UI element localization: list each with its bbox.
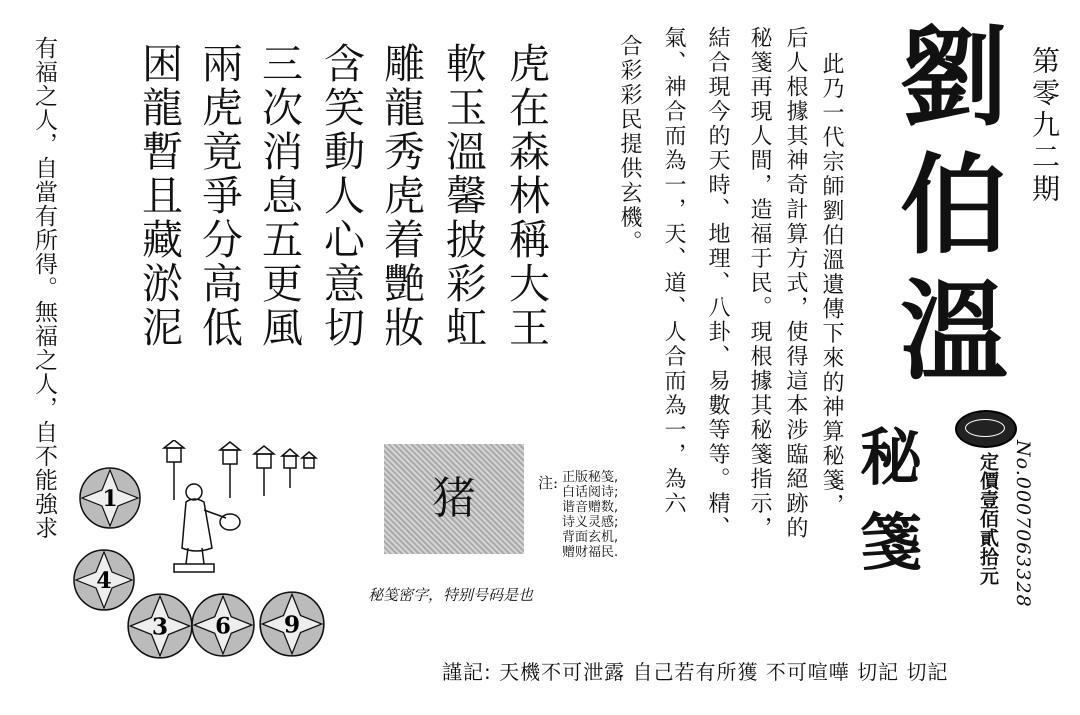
intro-line-3: 秘箋再現人間，造福于民。現根據其秘箋指示， xyxy=(747,26,772,541)
intro-line-6: 合彩彩民提供玄機。 xyxy=(617,34,642,255)
figure-illustration-icon xyxy=(158,440,326,578)
title-char-2: 伯 xyxy=(900,143,1005,269)
price-label: 定價壹佰貳拾元 xyxy=(977,452,999,585)
poem-line-5: 三次消息五更風 xyxy=(255,42,303,350)
mi-char-2: 箋 xyxy=(860,506,923,579)
poem-line-2: 軟玉溫馨披彩虹 xyxy=(439,42,487,350)
footer-warning: 謹記: 天機不可泄露 自己若有所獲 不可喧嘩 切記 切記 xyxy=(442,660,949,684)
title-char-3: 溫 xyxy=(900,269,1005,395)
intro-line-2: 后人根據其神奇計算方式，使得這本涉臨絕跡的 xyxy=(783,26,808,541)
coin-3-icon xyxy=(126,592,194,660)
intro-line-1: 此乃一代宗師劉伯溫遺傳下來的神算秘箋， xyxy=(819,52,844,518)
caption-text: 秘笺密字，特别号码是也 xyxy=(368,586,534,604)
coin-4-label: 4 xyxy=(96,568,112,594)
note-item: 白话阅诗; xyxy=(562,485,619,500)
secret-character-box xyxy=(384,444,524,554)
coin-6-icon xyxy=(190,592,256,658)
secret-character: 猪 xyxy=(432,473,476,524)
note-item: 谐音赠数, xyxy=(562,500,619,515)
title-char-1: 劉 xyxy=(900,15,1005,141)
note-item: 背面玄机, xyxy=(562,530,619,545)
mi-char-1: 秘 xyxy=(860,421,923,494)
coin-1-label: 1 xyxy=(102,486,118,512)
coin-9-icon xyxy=(258,590,326,658)
poem-line-4: 含笑動人心意切 xyxy=(317,42,365,350)
serial-number: No.0007063328 xyxy=(1012,440,1034,608)
coin-1-icon xyxy=(78,466,142,530)
publisher-stamp-icon xyxy=(955,410,1017,448)
poem-line-7: 困龍暫且藏淤泥 xyxy=(135,42,183,350)
note-item: 赠财福民. xyxy=(562,545,619,560)
note-item: 正版秘笺, xyxy=(562,470,619,485)
intro-line-4: 結合現今的天時、地理、八卦、易數等等。精、 xyxy=(705,26,730,541)
proverb-column: 有福之人，自當有所得。無福之人，自不能強求 xyxy=(31,36,57,540)
poem-line-6: 兩虎竟爭分高低 xyxy=(195,42,243,350)
coin-6-label: 6 xyxy=(215,613,231,640)
notes-label: 注: xyxy=(538,474,559,492)
intro-line-5: 氣、神合而為一，天、道、人合而為一，為六 xyxy=(661,26,686,516)
issue-number: 第零九二期 xyxy=(1028,46,1061,206)
poem-line-3: 雕龍秀虎着艷妝 xyxy=(377,42,425,350)
coin-9-label: 9 xyxy=(283,610,301,639)
poem-line-1: 虎在森林稱大王 xyxy=(502,42,550,350)
notes-list xyxy=(562,470,618,560)
coin-3-label: 3 xyxy=(151,612,169,641)
note-item: 诗义灵感; xyxy=(562,515,619,530)
